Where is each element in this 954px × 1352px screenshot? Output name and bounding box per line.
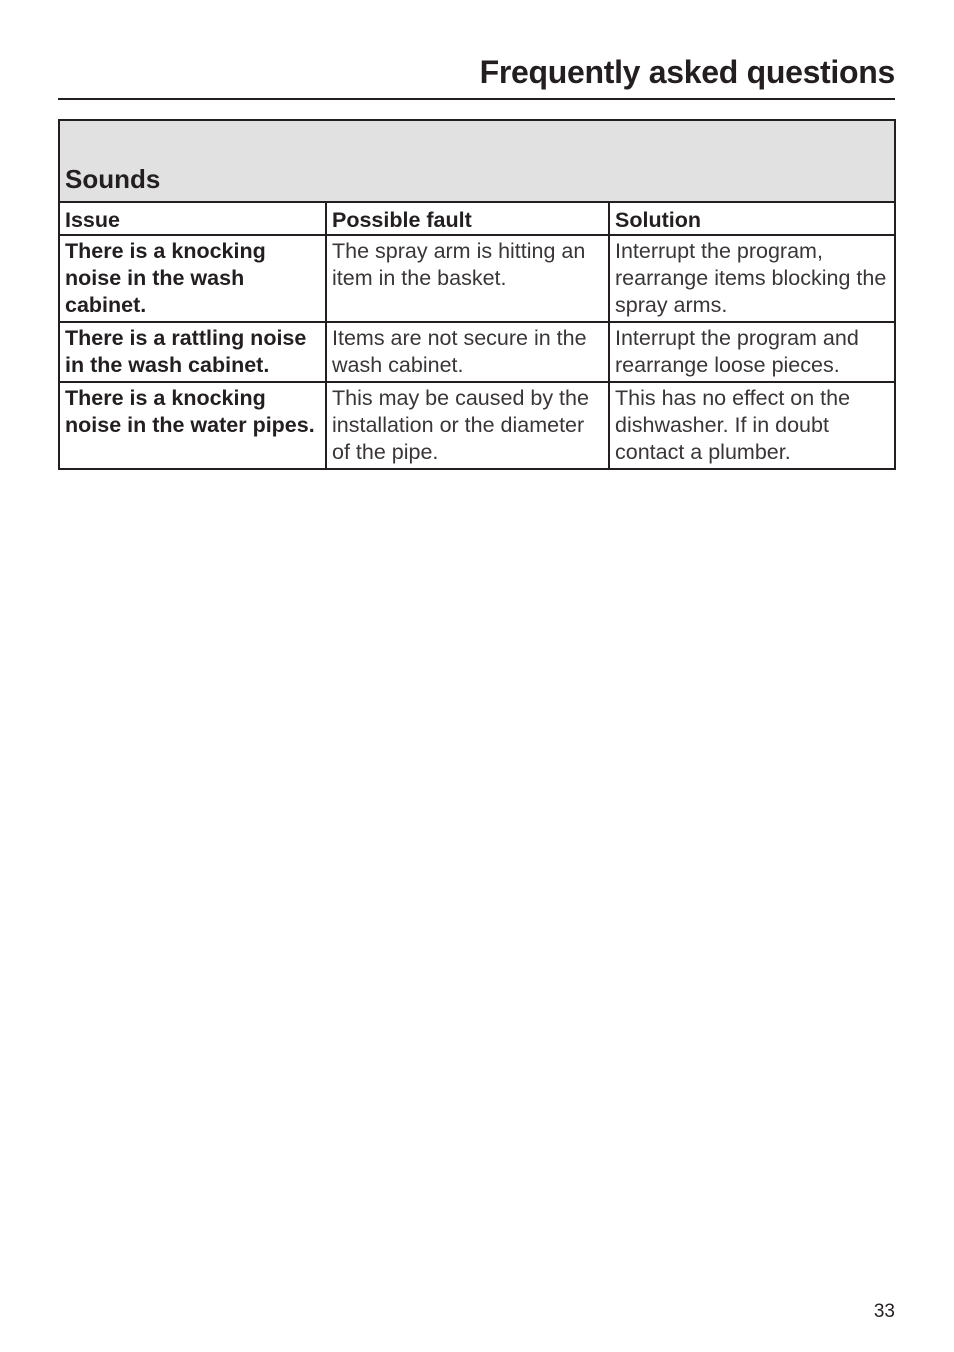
section-header-row bbox=[59, 120, 895, 202]
solution-cell: Interrupt the program, rearrange items blocking the spray arms. bbox=[609, 235, 895, 322]
column-header-row bbox=[59, 202, 895, 235]
fault-cell: The spray arm is hitting an item in the basket. bbox=[326, 235, 609, 322]
section-title: Sounds bbox=[65, 164, 161, 194]
faq-table bbox=[58, 119, 896, 470]
fault-cell: Items are not secure in the wash cabinet. bbox=[326, 322, 609, 382]
column-header-possible-fault: Possible fault bbox=[326, 202, 609, 235]
solution-cell: This has no effect on the dishwasher. If in doubt contact a plumber. bbox=[609, 382, 895, 469]
issue-cell: There is a knocking noise in the wash cabinet. bbox=[59, 235, 326, 322]
column-header-solution: Solution bbox=[609, 202, 895, 235]
table-row bbox=[59, 322, 895, 382]
column-header-issue: Issue bbox=[59, 202, 326, 235]
solution-cell: Interrupt the program and rearrange loose pieces. bbox=[609, 322, 895, 382]
table-row bbox=[59, 382, 895, 469]
page-title: Frequently asked questions bbox=[479, 54, 895, 90]
issue-cell: There is a knocking noise in the water pipes. bbox=[59, 382, 326, 469]
page-header bbox=[58, 50, 895, 100]
table-row bbox=[59, 235, 895, 322]
page-number: 33 bbox=[873, 1301, 895, 1322]
fault-cell: This may be caused by the installation or the diameter of the pipe. bbox=[326, 382, 609, 469]
issue-cell: There is a rattling noise in the wash cabinet. bbox=[59, 322, 326, 382]
section-header-cell bbox=[59, 120, 895, 202]
